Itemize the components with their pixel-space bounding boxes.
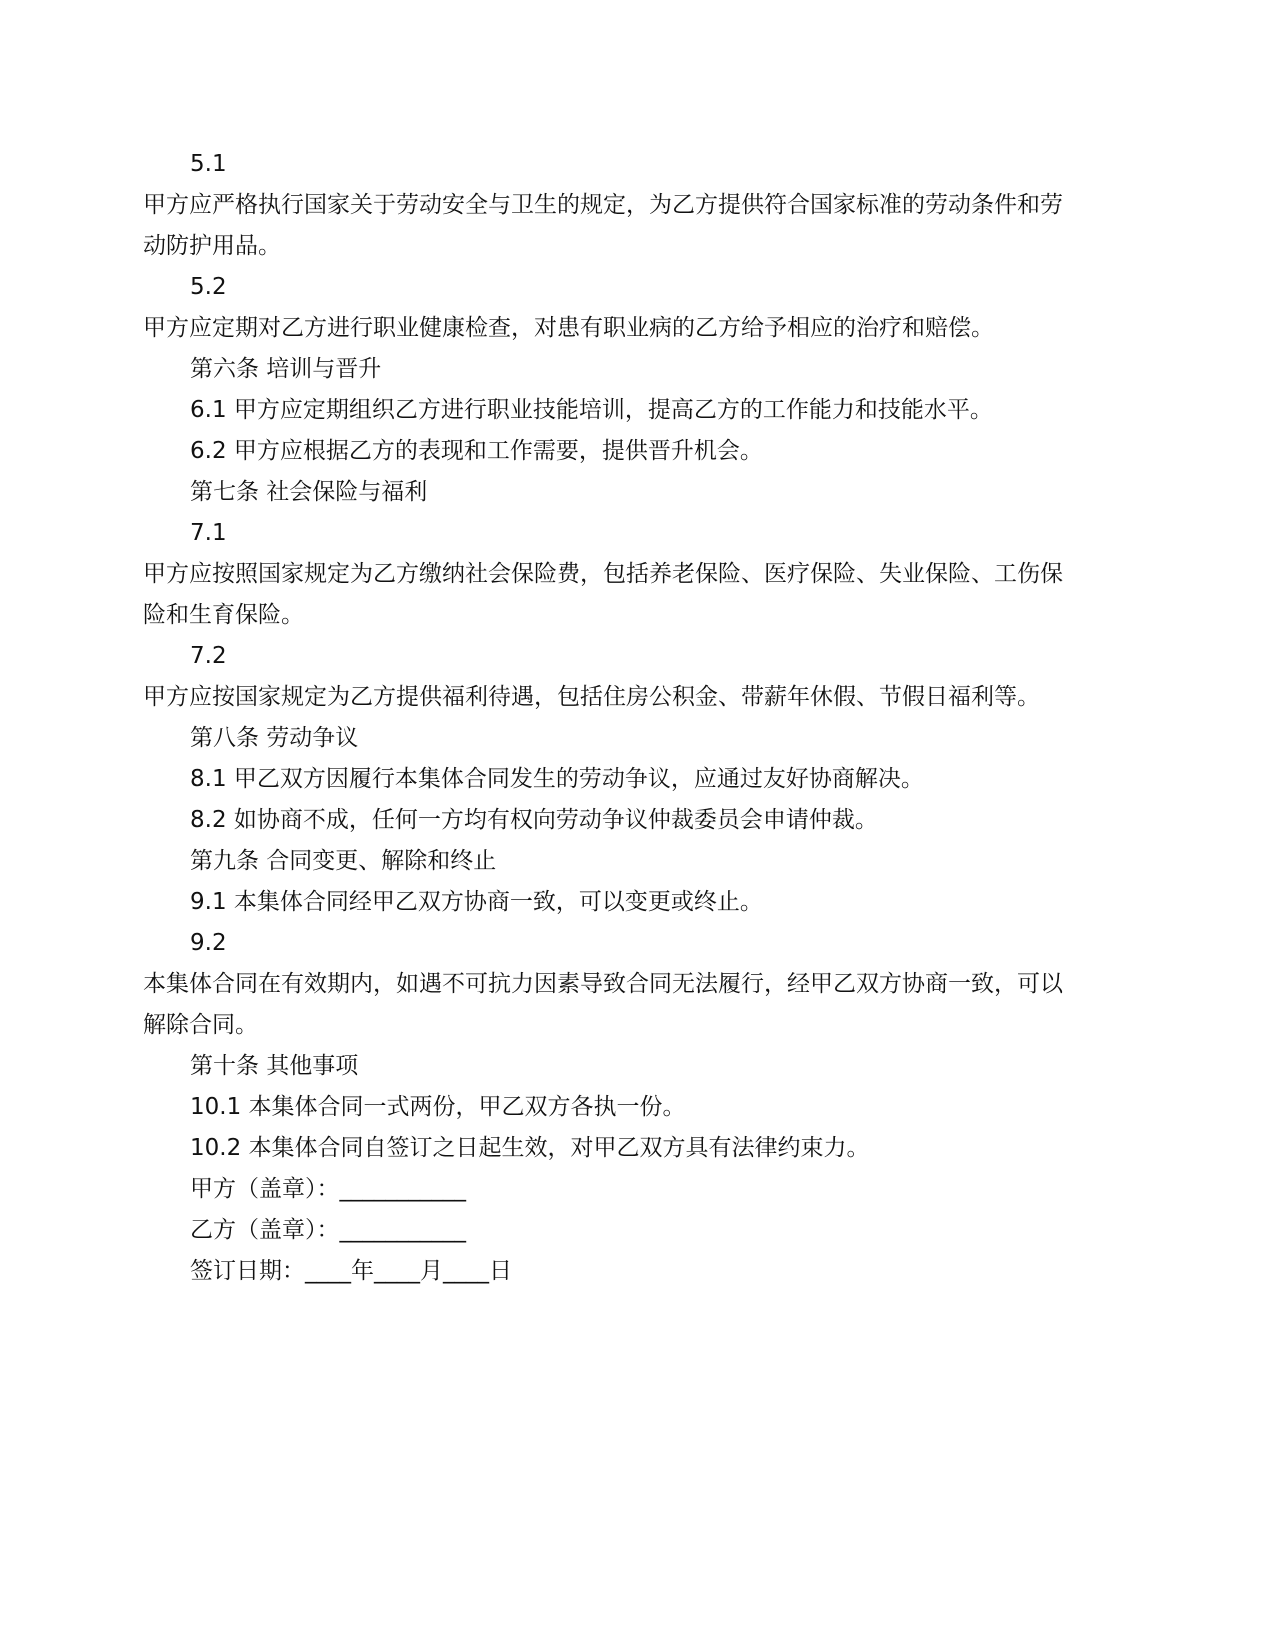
paragraph: 第八条 劳动争议 — [190, 725, 359, 751]
paragraph: 第九条 合同变更、解除和终止 — [190, 848, 497, 874]
paragraph: 8.2 如协商不成，任何一方均有权向劳动争议仲裁委员会申请仲裁。 — [190, 807, 878, 833]
document-body — [143, 144, 1078, 1292]
paragraph: 第七条 社会保险与福利 — [190, 479, 428, 505]
paragraph: 甲方应按国家规定为乙方提供福利待遇，包括住房公积金、带薪年休假、节假日福利等。 — [143, 684, 1040, 710]
paragraph: 甲方应按照国家规定为乙方缴纳社会保险费，包括养老保险、医疗保险、失业保险、工伤保险和生育保险。 — [143, 561, 1063, 628]
paragraph: 6.2 甲方应根据乙方的表现和工作需要，提供晋升机会。 — [190, 438, 763, 464]
paragraph: 5.1 — [190, 151, 227, 177]
paragraph: 第十条 其他事项 — [190, 1053, 359, 1079]
paragraph: 第六条 培训与晋升 — [190, 356, 382, 382]
paragraph: 10.2 本集体合同自签订之日起生效，对甲乙双方具有法律约束力。 — [190, 1135, 870, 1161]
paragraph: 签订日期：____年____月____日 — [190, 1258, 512, 1284]
paragraph: 甲方（盖章）：___________ — [190, 1176, 466, 1202]
paragraph: 甲方应定期对乙方进行职业健康检查，对患有职业病的乙方给予相应的治疗和赔偿。 — [143, 315, 994, 341]
paragraph: 甲方应严格执行国家关于劳动安全与卫生的规定，为乙方提供符合国家标准的劳动条件和劳动防护用品。 — [143, 192, 1063, 259]
paragraph: 本集体合同在有效期内，如遇不可抗力因素导致合同无法履行，经甲乙双方协商一致，可以解除合同。 — [143, 971, 1063, 1038]
paragraph: 9.2 — [190, 930, 227, 956]
paragraph: 8.1 甲乙双方因履行本集体合同发生的劳动争议，应通过友好协商解决。 — [190, 766, 924, 792]
paragraph: 5.2 — [190, 274, 227, 300]
paragraph: 乙方（盖章）：___________ — [190, 1217, 466, 1243]
paragraph: 6.1 甲方应定期组织乙方进行职业技能培训，提高乙方的工作能力和技能水平。 — [190, 397, 993, 423]
paragraph: 9.1 本集体合同经甲乙双方协商一致，可以变更或终止。 — [190, 889, 763, 915]
paragraph: 7.1 — [190, 520, 227, 546]
paragraph: 10.1 本集体合同一式两份，甲乙双方各执一份。 — [190, 1094, 686, 1120]
paragraph: 7.2 — [190, 643, 227, 669]
